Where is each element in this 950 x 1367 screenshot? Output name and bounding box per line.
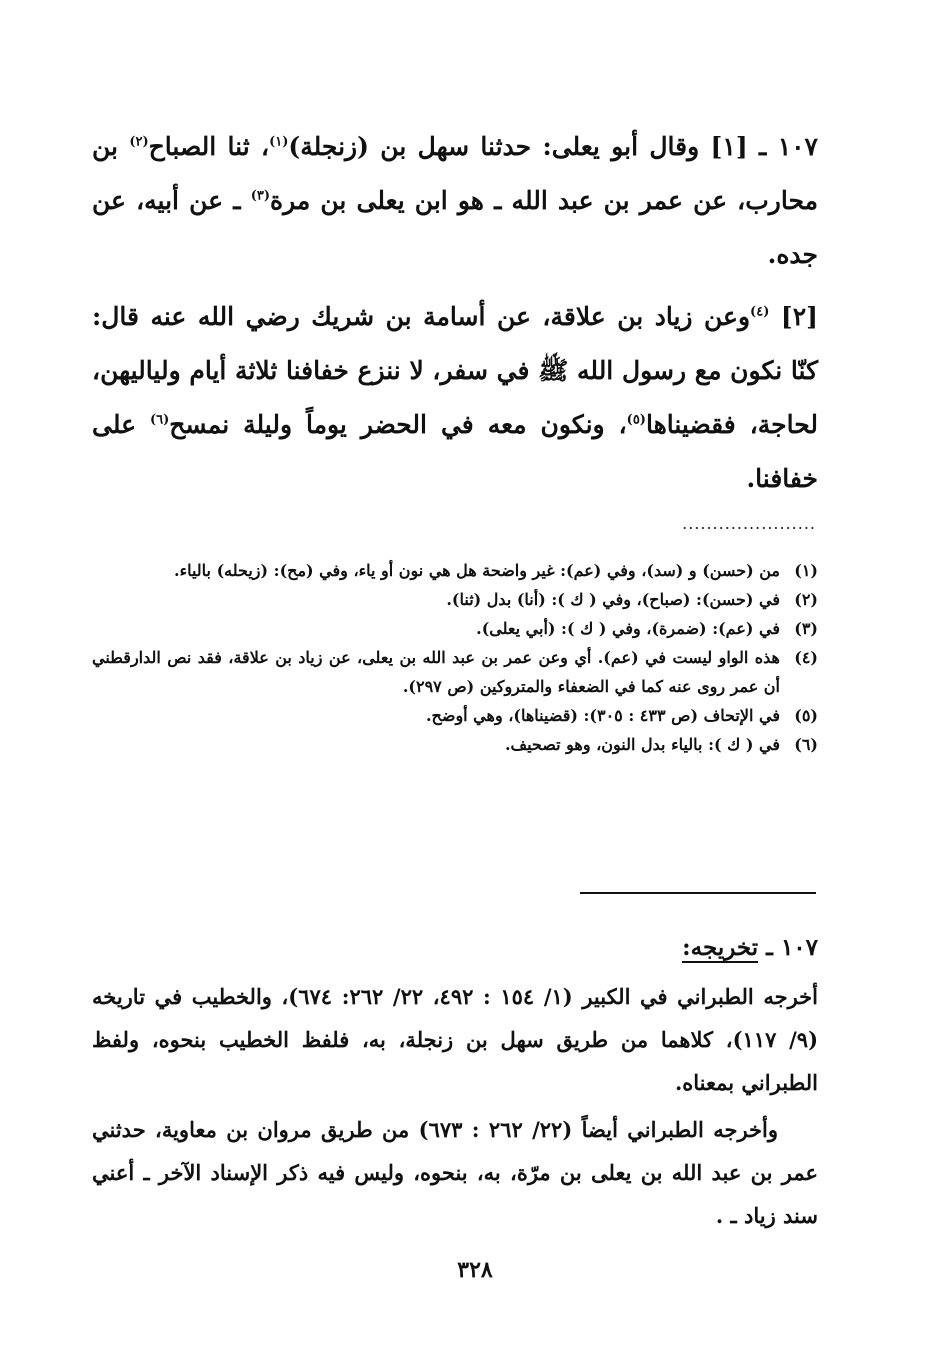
footnote-ref-2: (٢) [129,134,149,150]
page-number: ٣٢٨ [457,1257,493,1283]
hadith-text: ، ونكون معه في الحضر يوماً وليلة نمسح [169,410,627,439]
footnote-text: من (حسن) و (سد)، وفي (عم): غير واضحة هل هي نون أو ياء، وفي (مح): (زيحله) بالياء. [174,561,780,580]
footnote-ref-5: (٥) [626,412,646,428]
footnote-text: في (حسن): (صباح)، وفي ( ك ): (أنا) بدل (ثنا). [446,590,780,609]
takhrij-heading [92,926,818,969]
footnotes [92,556,818,759]
footnote-text: في ( ك ): بالياء بدل النون، وهو تصحيف. [504,735,780,754]
footnote-item [92,701,818,730]
takhrij-paragraph: أخرجه الطبراني في الكبير (١/ ١٥٤ : ٤٩٢، ٢٢/ ٢٦٢: ٦٧٤)، والخطيب في تاريخه (٩/ ١١٧)، كلاهما من طريق سهل بن زنجلة، به، فلفظ الخطيب بنحوه، ولفظ الطبراني بمعناه. [92,984,819,1095]
footnote-item [92,643,818,701]
footnote-number: (٢) [794,590,818,609]
hadith-text: بن محارب، عن عمر بن عبد الله ـ هو ابن يعلى بن مرة [92,132,818,215]
footnote-ref-3: (٣) [250,188,270,204]
footnote-number: (٦) [794,735,818,754]
hadith-text: [٢] [769,302,818,331]
footnote-number: (٤) [794,648,818,667]
footnote-item [92,556,818,585]
takhrij-paragraph: وأخرجه الطبراني أيضاً (٢٢/ ٢٦٢ : ٦٧٣) من طريق مروان بن معاوية، حدثني عمر بن عبد الله بن يعلى بن مرّة، به، بنحوه، وليس فيه ذكر الإسناد الآخر ـ أعني سند زياد ـ . [92,1117,818,1228]
takhrij-section [92,926,818,1241]
footnote-item [92,614,818,643]
hadith-text: ١٠٧ ـ [١] وقال أبو يعلى: حدثنا سهل بن (زنجلة) [288,132,818,161]
footnote-number: (١) [794,561,818,580]
footnote-text: في الإتحاف (ص ٤٣٣ : ٣٠٥): (قضيناها)، وهي أوضح. [425,706,780,725]
takhrij-number: ١٠٧ ـ [758,934,818,961]
footnote-item [92,730,818,759]
hadith-text: وعن زياد بن علاقة، عن أسامة بن شريك رضي الله عنه قال: كنّا نكون مع رسول الله ﷺ في سفر، لا ننزع خفافنا ثلاثة أيام ولياليهن، لحاجة، فقضيناها [92,302,818,439]
hadith-text: ، ثنا الصباح [148,132,270,161]
footnote-separator: ...................... [682,514,816,533]
footnote-ref-1: (١) [269,134,289,150]
hadith-text: ـ عن أبيه، عن جده. [92,186,818,269]
footnote-text: هذه الواو ليست في (عم). أي وعن عمر بن عبد الله بن يعلى، عن زياد بن علاقة، فقد نص الدارقطني أن عمر روى عنه كما في الضعفاء والمتروكين (ص ٢٩٧). [92,648,780,696]
footnote-ref-4: (٤) [750,304,770,320]
footnote-item [92,585,818,614]
footnote-ref-6: (٦) [150,412,170,428]
hadith-paragraph-2 [92,290,818,506]
footnote-text: في (عم): (ضمرة)، وفي ( ك ): (أبي يعلى). [476,619,780,638]
hadith-paragraph-107 [92,120,818,282]
takhrij-title: تخريجه: [682,934,759,961]
footnote-number: (٣) [794,619,818,638]
hadith-text: على خفافنا. [92,410,818,493]
section-divider [580,892,816,894]
footnote-number: (٥) [794,706,818,725]
